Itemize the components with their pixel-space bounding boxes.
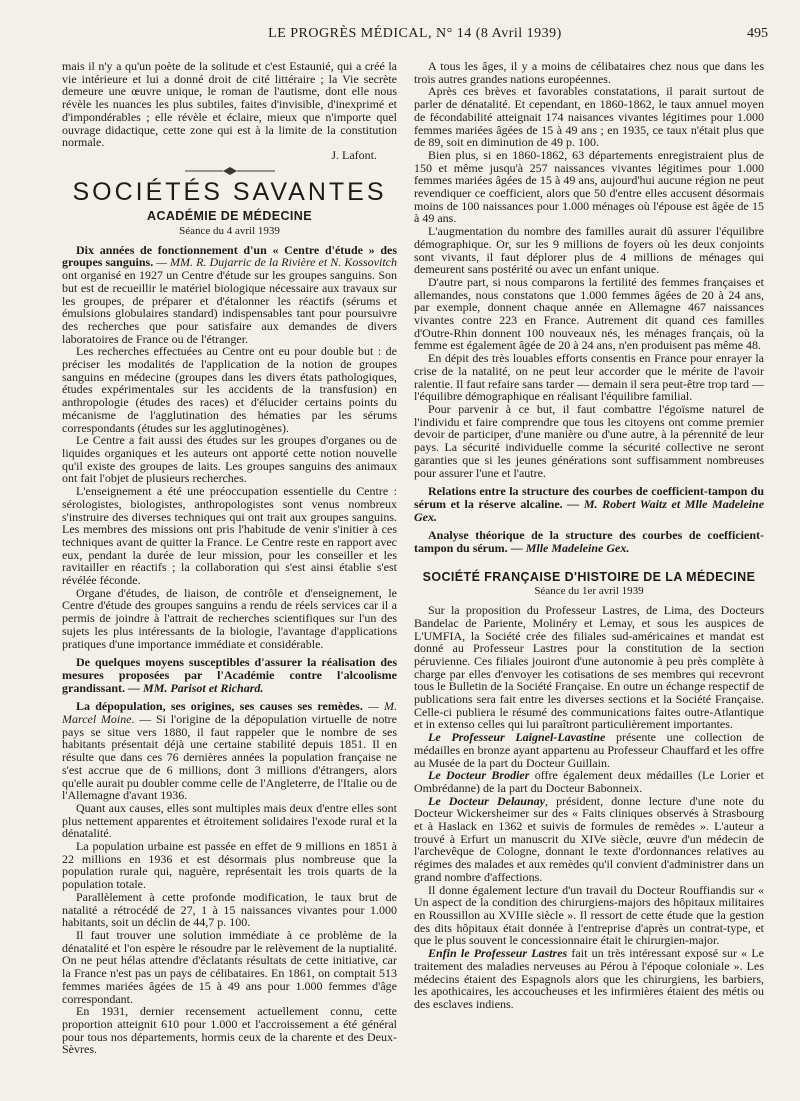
page-number: 495 [747, 26, 768, 41]
ornament-divider [62, 166, 397, 176]
article-body: — Si l'origine de la dépopulation virtuelle de notre pays se situe vers 1880, il faut rappeler que le nombre de ses habitants présentait déjà une certaine stabilité depuis 1851. Il en résulte que dans ces 76 dernières années la population française ne s'est accrue que de 6 millions, dont 3 millions d'étrangers, alors qu'elle aurait pu doubler comme celle de l'Angleterre, de l'Italie ou de l'Allemagne d'avant 1936. [62, 712, 397, 803]
article-paragraph [62, 700, 397, 802]
article-body: , président, donne lecture d'une note du Docteur Wickersheimer sur des « Faits cliniques observés à Strasbourg et à Haslack en 1362 et suivis de formules de remèdes ». L'auteur a trouvé à Erfurt un manuscrit du XIVe siècle, œuvre d'un médecin de l'archevêque de Cologne, donnant le texte d'ordonnances relatives au régimes des malades et aux remèdes qu'il convient d'administrer dans un grand nombre d'affections. [414, 793, 764, 884]
article-paragraph: Parallèlement à cette profonde modification, le taux brut de natalité a rétrocédé de 27, 1 à 15 naissances vivantes pour 1.000 habitants, soit un déclin de 44,7 p. 100. [62, 889, 397, 930]
article-body: fait un très intéressant exposé sur « Le traitement des maladies nerveuses au Pérou à l'époque coloniale ». Les médecins étaient des Espagnols alors que les chirurgiens, les barbiers, les apothicaires, les accoucheuses et les infirmières étaient des métis ou des esclaves indiens. [414, 946, 764, 1011]
article-paragraph: En dépit des très louables efforts consentis en France pour enrayer la crise de la natalité, on ne peut leur accorder que le mérite de l'avoir ralentie. Il faut refaire sans tarder — demain il sera peut-être trop tard — l'équilibre démographique en réalisant l'équilibre familial. [414, 351, 764, 404]
article-paragraph: La population urbaine est passée en effet de 9 millions en 1851 à 22 millions en 1936 et est désormais plus nombreuse que la population rurale qui, naguère, représentait les trois quarts de la population totale. [62, 839, 397, 892]
author-signature: J. Lafont. [331, 147, 377, 162]
article-paragraph [414, 947, 764, 1011]
person-name: Le Docteur Delaunay [428, 793, 545, 808]
article-paragraph: D'autre part, si nous comparons la fertilité des femmes françaises et allemandes, nous constatons que 1.000 femmes âgées de 20 à 24 ans, par exemple, donnent chaque année en Allemagne 467 naissances vivantes contre 223 en France. Autrement dit quand ces familles d'Outre-Rhin donnent 100 nouveaux nés, les ménages français, où la femme est également âgée de 20 à 24 ans, n'en produisent pas même 48. [414, 274, 764, 353]
article-paragraph: Bien plus, si en 1860-1862, 63 départements enregistraient plus de 150 et même jusqu'à 257 naissances vivantes légitimes pour 1.000 femmes mariées âgées de 15 à 49 ans, aujourd'hui aucune région ne peut revendiquer ce coefficient, alors que 50 d'entre elles accusent désormais moins de 100 naissances pour 1.000 ménages où l'épouse est âgée de 15 à 49 ans. [414, 147, 764, 226]
article-title: Relations entre la structure des courbes de coefficient-tampon du sérum et la réserve alcaline. [414, 484, 764, 511]
article-title: Dix années de fonctionnement d'un « Centre d'étude » des groupes sanguins. [62, 242, 397, 270]
article-paragraph: L'augmentation du nombre des familles aurait dû assurer l'équilibre démographique. Or, sur les 9 millions de foyers où les deux conjoints sont vivants, il faut déplorer plus de 4 millions de ménages qui demeurent sans postérité ou avec un enfant unique. [414, 224, 764, 277]
article-title: De quelques moyens susceptibles d'assurer la réalisation des mesures proposées par l'Académie contre l'alcoolisme grandissant. [62, 655, 397, 695]
article-paragraph: Quant aux causes, elles sont multiples mais deux d'entre elles sont plus nettement apparentes et étroitement solidaires l'exode rural et la dénatalité. [62, 800, 397, 841]
person-name: Le Professeur Laignel-Lavastine [428, 730, 606, 745]
article-paragraph: Pour parvenir à ce but, il faut combattre l'égoïsme naturel de l'individu et faire comprendre que tous les citoyens ont comme premier devoir de participer, d'une manière ou d'une autre, à la pérennité de leur pays. La sécurité individuelle comme la sécurité collective ne seront garanties que si les jeunes générations sont suffisamment nombreuses pour assurer l'une et l'autre. [414, 401, 764, 480]
person-name: Enfin le Professeur Lastres [428, 946, 568, 961]
article-body: ont organisé en 1927 un Centre d'étude sur les groupes sanguins. Son but est de recueillir le matériel biologique nécessaire aux travaux sur les groupes, de préparer et d'étalonner les réactifs (sérums et émulsions globulaires standard) indispensables tant pour poursuivre des recherches que pour satisfaire aux demandes de divers laboratoires de France ou de l'étranger. [62, 268, 397, 346]
article-authors: — M. Marcel Moine. [62, 699, 397, 727]
seance-date: Séance du 4 avril 1939 [179, 225, 280, 238]
article-paragraph: L'enseignement a été une préoccupation essentielle du Centre : sérologistes, biologistes, anthropologistes sont venus nombreux s'instruire des diverses techniques qui ont trait aux groupes sanguins. Les membres des missions ont pris l'habitude de venir s'initier à ces techniques avant de quitter la France. Le Centre reste en rapport avec eux, pendant la durée de leur mission, pour les conseiller et les ravitailler en réactifs ; la collaboration qui s'est ainsi établie s'est révélée féconde. [62, 484, 397, 588]
article-paragraph: Le Centre a fait aussi des études sur les groupes d'organes ou de liquides organiques et les auteurs ont apporté cette notion nouvelle qu'il existe des groupes de laits. Les groupes sanguins des animaux ont fait l'objet de plusieurs recherches. [62, 433, 397, 486]
article-paragraph: Après ces brèves et favorables constatations, il parait surtout de parler de dénatalité. Et cependant, en 1860-1862, le taux annuel moyen de fécondabilité atteignait 174 naisances vivantes légitimes pour 1.000 femmes mariées âgées de 15 à 49 ans ; en 1935, ce taux n'était plus que de 89, soit en diminution de 49 p. 100. [414, 84, 764, 150]
article-body: offre également deux médailles (Le Lorier et Ombrédanne) de la part du Docteur Babonneix. [414, 768, 764, 795]
article-paragraph [414, 529, 764, 554]
article-paragraph [414, 769, 764, 794]
running-title: LE PROGRÈS MÉDICAL, N° 14 (8 Avril 1939) [268, 26, 562, 41]
article-authors: — M. Robert Waitz et Mlle Madeleine Gex. [414, 496, 764, 524]
article-paragraph: Organe d'études, de liaison, de contrôle et d'enseignement, le Centre d'étude des groupes sanguins a rendu de réels services car il a permis de joindre à l'attrait de recherches scientifiques sur l'un des sujets les plus intéressants de la biologie, l'avantage d'applications pratiques d'une importance immédiate et considérable. [62, 585, 397, 651]
article-paragraph: A tous les âges, il y a moins de célibataires chez nous que dans les trois autres grandes nations européennes. [414, 60, 764, 86]
article-authors: — Mlle Madeleine Gex. [510, 541, 630, 556]
article-paragraph: Il donne également lecture d'un travail du Docteur Rouffiandis sur « Un aspect de la condition des chirurgiens-majors des hôpitaux militaires en Roussillon au XVIIIe siècle ». Il ressort de cette étude que la gestion des dits hôpitaux était donnée à l'entreprise d'après un contrat-type, et que le plus souvent le concessionnaire était le chirurgien-major. [414, 882, 764, 948]
article-paragraph [414, 731, 764, 769]
seance-date: Séance du 1er avril 1939 [534, 585, 644, 598]
article-paragraph: En 1931, dernier recensement actuellement connu, cette proportion atteignit 610 pour 1.000 et l'accroissement a été général pour tous nos départements, hormis ceux de la charente et des Deux-Sèvres. [62, 1004, 397, 1057]
page-header [62, 18, 768, 48]
article-title: La dépopulation, ses origines, ses causes ses remèdes. [76, 699, 363, 714]
intro-paragraph: mais il n'y a qu'un poète de la solitude et c'est Estaunié, qui a créé la vie intérieure et lui a donné droit de cité littéraire ; la Vie secrète demeure une œuvre unique, le roman de l'autisme, dont elle nous révèle les nuances les plus subtiles, faites d'invisible, d'inexprimé et d'impondérables ; elle révèle et éclaire, mieux que n'importe quel ouvrage didactique, cette zone qui est à la limite de la constitution normale. [62, 60, 397, 150]
article-paragraph: Les recherches effectuées au Centre ont eu pour double but : de préciser les modalités de l'application de la notion de groupes sanguins en médecine (groupes dans les divers états pathologiques, études expérimentales sur les accidents de la transfusion) en anthropologie (études des races) et d'élucider certains points du mécanisme de l'agglutination des hématies par les sérums correspondants (études sur les agglutinogènes). [62, 344, 397, 435]
article-paragraph: Sur la proposition du Professeur Lastres, de Lima, des Docteurs Bandelac de Pariente, Molinéry et Lemay, et sous les auspices de L'UMFIA, la Société crée des filiales sud-américaines et mandat est donné au Professeur Lastres pour la constitution de la section péruvienne. Ces filiales jouiront d'une autonomie à peu près complète à charge par elles d'envoyer les cotisations de ses membres qui recevront tous le Bulletin de la Société Française. En outre un échange respectif de publications sera fait entre les diverses sections et la Société Française. Celle-ci publiera le résumé des communications faites outre-Atlantique et in extenso celles qui lui paraîtront particulièrement importantes. [414, 603, 764, 732]
article-paragraph [414, 795, 764, 884]
article-paragraph [62, 656, 397, 694]
section-title: SOCIÉTÉS SAVANTES [72, 177, 387, 206]
society-heading-academie: ACADÉMIE DE MÉDECINE [147, 209, 312, 224]
society-heading-histoire: SOCIÉTÉ FRANÇAISE D'HISTOIRE DE LA MÉDECINE [422, 569, 756, 584]
right-column [414, 60, 764, 1090]
article-paragraph [414, 485, 764, 523]
article-authors: — MM. R. Dujarric de la Rivière et N. Kossovitch [156, 255, 397, 270]
person-name: Le Docteur Brodier [428, 768, 530, 783]
article-paragraph [62, 244, 397, 346]
article-authors: — MM. Parisot et Richard. [128, 680, 264, 695]
article-paragraph: Il faut trouver une solution immédiate à ce problème de la dénatalité et l'on espère le résoudre par le relèvement de la nuptialité. On ne peut hélas attendre d'éclatants résultats de cette initiative, car la France n'est pas un pays de célibataires. En 1861, on comptait 513 femmes mariées âgées de 15 à 49 ans pour 1.000 femmes d'âge correspondant. [62, 928, 397, 1006]
left-column [62, 60, 397, 1090]
article-title: Analyse théorique de la structure des courbes de coefficient-tampon du sérum. [414, 528, 764, 556]
article-body: présente une collection de médailles en bronze ayant appartenu au Professeur Chauffard et les offre au Musée de la part du Docteur Guillain. [414, 730, 764, 770]
ornament-icon [185, 166, 275, 176]
